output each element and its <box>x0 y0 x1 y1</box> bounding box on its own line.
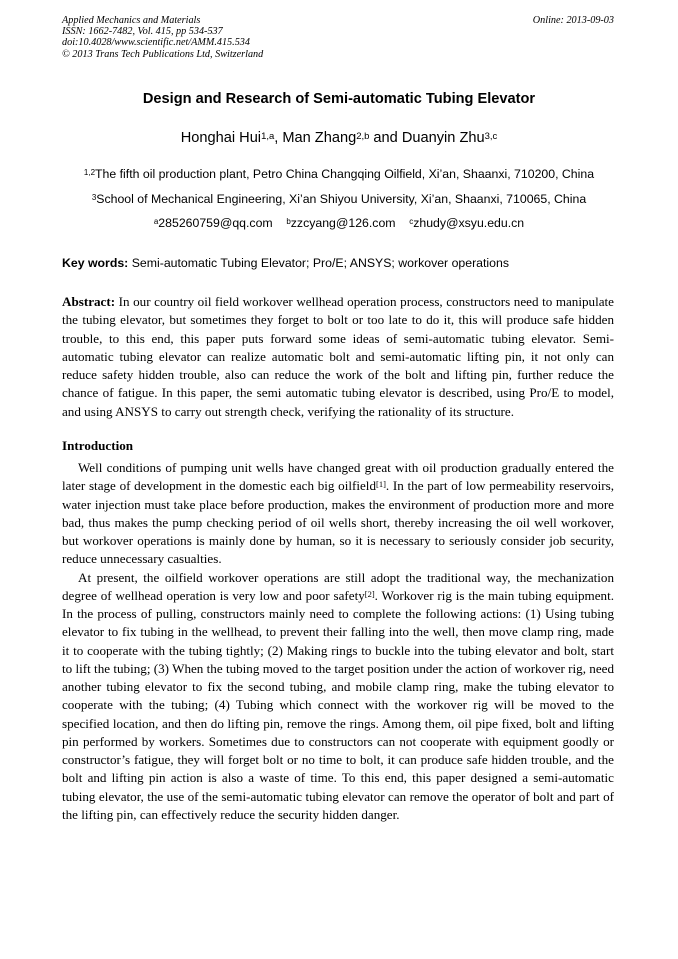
paragraph <box>62 459 614 569</box>
email-line <box>0 216 678 230</box>
email-address: zzcyang@126.com <box>290 216 396 230</box>
issn-line: ISSN: 1662-7482, Vol. 415, pp 534-537 <box>62 26 223 38</box>
email-marker: c <box>409 217 414 227</box>
citation-ref: [1] <box>376 479 386 490</box>
copyright-line: © 2013 Trans Tech Publications Ltd, Switzerland <box>62 48 264 60</box>
paragraph-text: At present, the oilfield workover operations are still adopt the traditional way, the mechanization degree of wellhead operation is very low and poor safety <box>62 569 614 603</box>
email-marker: b <box>286 217 291 227</box>
author-name: Man Zhang <box>282 130 357 146</box>
author-name: Duanyin Zhu <box>401 130 485 146</box>
affiliation-text: School of Mechanical Engineering, Xi’an Shiyou University, Xi’an, Shaanxi, 710065, China <box>96 192 587 206</box>
introduction-body <box>62 459 614 824</box>
author-separator: , <box>274 130 283 146</box>
paragraph-text: . In the part of low permeability reservoirs, water injection must take place before production, makes the environment of production more and more bad, thus makes the pump checking period of oil wells short, thereby increasing the oil well workover, but workover operations is mainly done by human, so it is necessary to seriously consider job security, reduce unnecessary casualties. <box>62 478 614 567</box>
affiliation-text: The fifth oil production plant, Petro China Changqing Oilfield, Xi’an, Shaanxi, 710200, China <box>95 167 595 181</box>
keywords-text: Semi-automatic Tubing Elevator; Pro/E; ANSYS; workover operations <box>131 256 509 270</box>
paragraph-text: . Workover rig is the main tubing equipment. In the process of pulling, constructors mainly need to complete the following actions: (1) Using tubing elevator to fix tubing in the wellhead, to prevent their falling into the well, then move clamp ring, made it to cooperate with the tubing tightly; (2) Making rings to buckle into the tubing elevator and bolt, start to lift the tubing; (3) When the tubing moved to the target position under the action of workover rig, need another tubing elevator to fix the second tubing, and mobile clamp ring, make the tubing elevator to cooperate with the tubing; (4) Tubing which connect with the workover rig will be moved to the specified location, and then do lifting pin, remove the rings. Among them, oil pipe fixed, bolt and lifting pin performed by workers. Sometimes due to constructors can not cooperate with equipment goodly or constructor’s fatigue, they will forget bolt or no time to bolt, it can produce safe hidden trouble, and the bolt and lifting pin action is also a waste of time. To this end, this paper designed a semi-automatic tubing elevator, the use of the semi-automatic tubing elevator can remove the operator of bolt and part of the lifting pin, can effectively reduce the security hidden danger. <box>62 587 614 822</box>
affiliation-2 <box>0 192 678 206</box>
author-separator: and <box>369 130 402 146</box>
citation-ref: [2] <box>364 588 375 599</box>
online-date: Online: 2013-09-03 <box>532 15 614 26</box>
section-heading-introduction: Introduction <box>62 438 134 453</box>
paragraph-text: Well conditions of pumping unit wells have changed great with oil production gradually entered the later stage of development in the domestic each big oilfield <box>62 460 614 494</box>
author-list <box>0 130 678 146</box>
affiliation-marker: 1,2 <box>83 168 96 178</box>
author-affiliation-marker: 2,b <box>356 130 370 142</box>
author-affiliation-marker: 3,c <box>484 130 498 142</box>
keywords <box>62 256 622 270</box>
affiliation-1 <box>0 167 678 181</box>
journal-name: Applied Mechanics and Materials <box>62 15 201 26</box>
author-affiliation-marker: 1,a <box>261 130 275 142</box>
abstract-text: In our country oil field workover wellhead operation process, constructors need to manipulate the tubing elevator, but sometimes they forget to bolt or too late to do it, this will produce safe hidden trouble, to this end, this paper puts forward some ideas of semi-automatic tubing elevator. Semi-automatic tubing elevator can realize automatic bolt and semi-automatic lifting pin, it not only can reduce safety hidden trouble, also can reduce the work of the bolt and lifting pin, further reduce the chance of fatigue. In this paper, the semi automatic tubing elevator is described, using Pro/E to model, and using ANSYS to carry out strength check, verifying the rationality of its structure. <box>62 294 614 419</box>
journal-header <box>62 15 263 60</box>
email-marker: a <box>153 217 159 227</box>
paragraph <box>62 569 614 825</box>
affiliation-marker: 3 <box>91 193 97 203</box>
email-address: zhudy@xsyu.edu.cn <box>413 216 525 230</box>
abstract <box>62 293 614 421</box>
doi-line: doi:10.4028/www.scientific.net/AMM.415.534 <box>62 37 250 49</box>
author-name: Honghai Hui <box>180 130 262 146</box>
paper-title: Design and Research of Semi-automatic Tubing Elevator <box>142 91 536 107</box>
abstract-label: Abstract: <box>62 294 116 309</box>
email-address: 285260759@qq.com <box>158 216 273 230</box>
keywords-label: Key words: <box>62 256 129 270</box>
